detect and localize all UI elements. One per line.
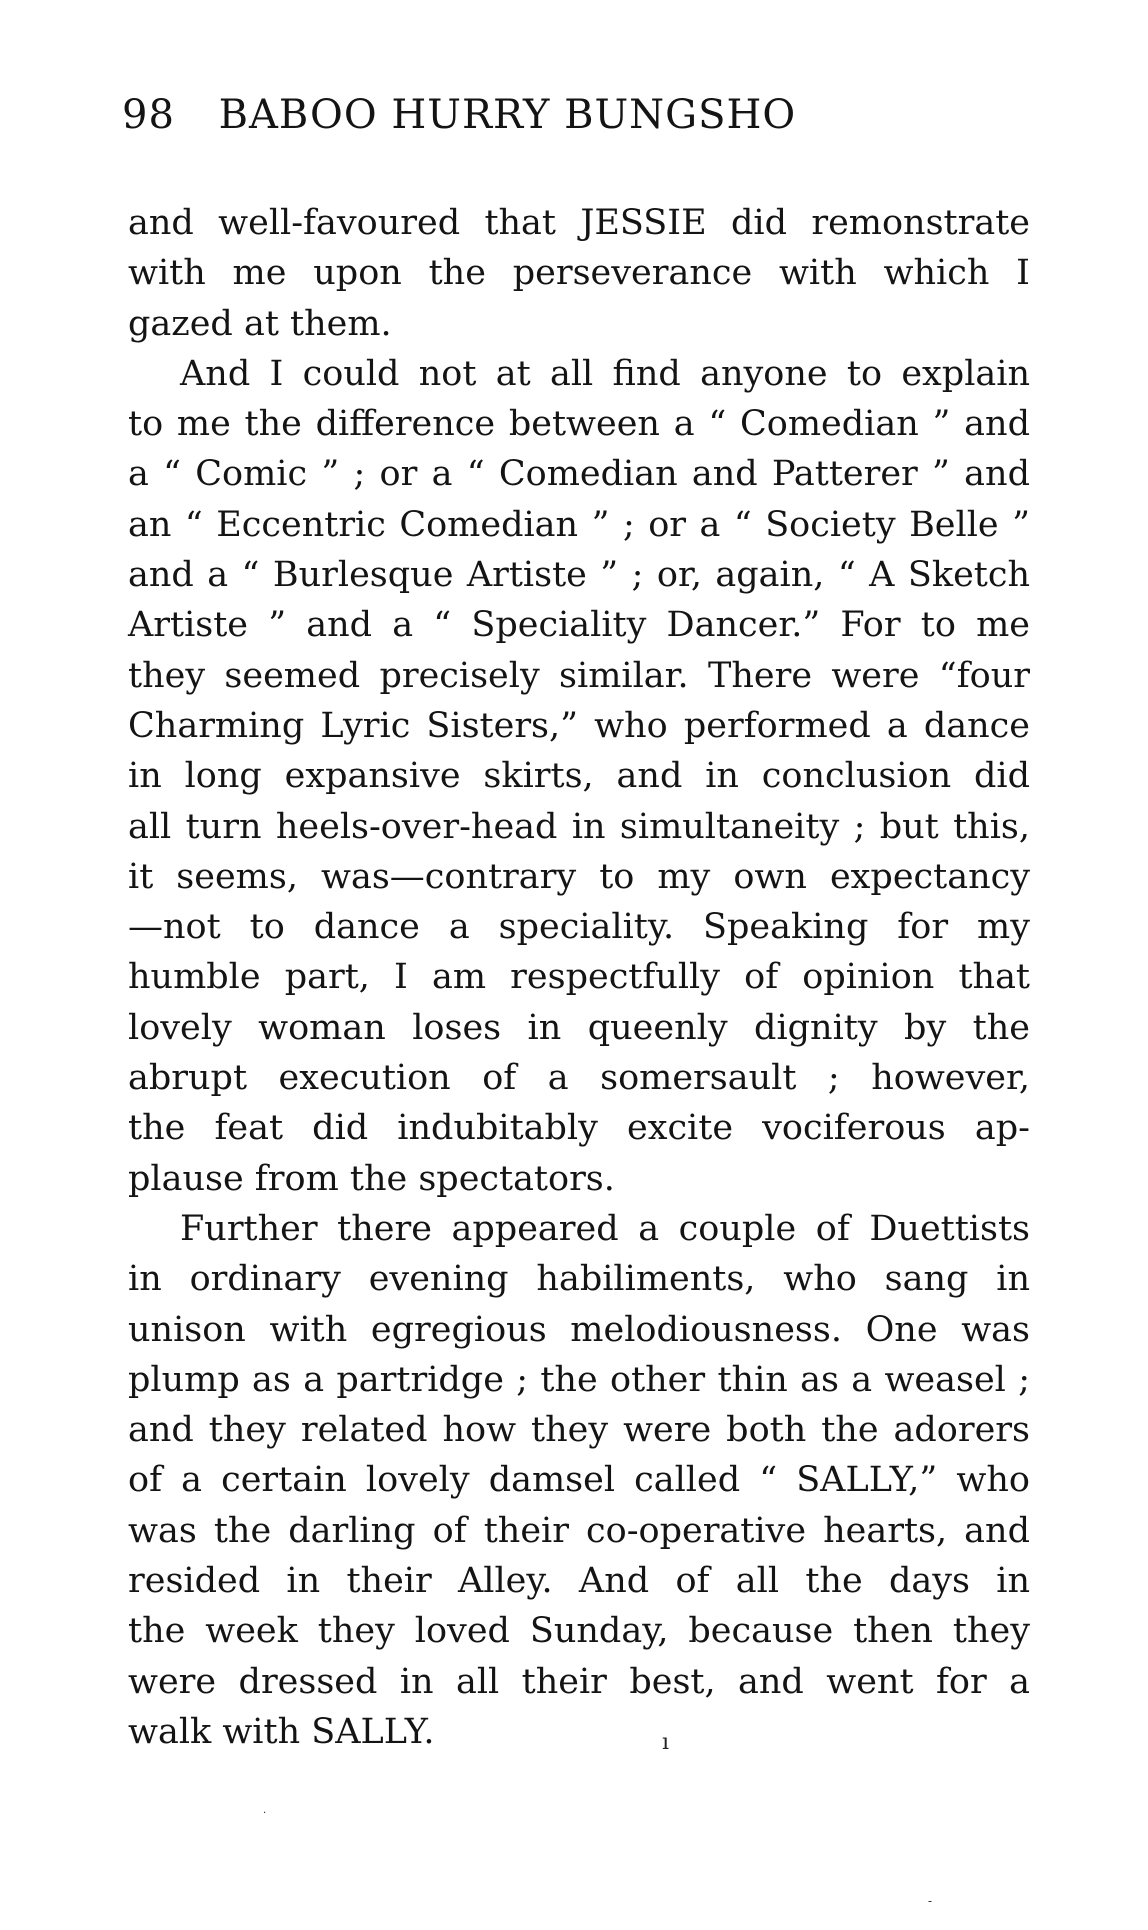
text-line: abrupt execution of a somersault ; however, — [128, 1058, 1030, 1099]
text-line: and they related how they were both the adorers — [128, 1410, 1030, 1451]
text-line: of a certain lovely damsel called “ SALLY,” who — [128, 1460, 1030, 1501]
text-line: all turn heels-over-head in simultaneity ; but this, — [128, 806, 1030, 847]
text-line: they seemed precisely similar. There were “four — [128, 655, 1030, 696]
text-line: plause from the spectators. — [128, 1158, 615, 1199]
paragraph-first-line: Further there appeared a couple of Duettists — [180, 1208, 1030, 1249]
text-line: unison with egregious melodiousness. One was — [128, 1309, 1030, 1350]
text-line: were dressed in all their best, and went for a — [128, 1661, 1030, 1702]
text-line: Charming Lyric Sisters,” who performed a dance — [128, 705, 1030, 746]
text-line: with me upon the perseverance with which I — [128, 253, 1030, 294]
text-line: Artiste ” and a “ Speciality Dancer.” For to me — [128, 605, 1030, 646]
text-line: lovely woman loses in queenly dignity by the — [128, 1007, 1030, 1048]
text-line: a “ Comic ” ; or a “ Comedian and Patterer ” and — [128, 454, 1030, 495]
text-line: was the darling of their co-operative hearts, and — [128, 1510, 1030, 1551]
text-line: and a “ Burlesque Artiste ” ; or, again, “ A Sketch — [128, 555, 1030, 596]
text-line: and well-favoured that JESSIE did remonstrate — [128, 203, 1030, 243]
text-line: gazed at them. — [128, 303, 392, 344]
text-line: humble part, I am respectfully of opinion that — [128, 957, 1030, 998]
text-line: resided in their Alley. And of all the days in — [128, 1561, 1030, 1602]
body-text — [128, 198, 1030, 1757]
paragraph-first-line: And I could not at all find anyone to explain — [180, 353, 1030, 394]
text-line: an “ Eccentric Comedian ” ; or a “ Society Belle ” — [128, 504, 1030, 545]
page-header — [122, 92, 1002, 152]
text-line: in ordinary evening habiliments, who sang in — [128, 1259, 1030, 1300]
text-line: in long expansive skirts, and in conclusion did — [128, 756, 1030, 797]
text-line: —not to dance a speciality. Speaking for my — [128, 907, 1030, 948]
text-line: to me the difference between a “ Comedian ” and — [128, 404, 1030, 445]
text-line: it seems, was—contrary to my own expectancy — [128, 856, 1030, 897]
stray-ink-mark: ı — [662, 1730, 670, 1755]
stray-ink-mark: - — [928, 1894, 933, 1908]
text-line: plump as a partridge ; the other thin as a weasel ; — [128, 1359, 1030, 1400]
text-line: walk with SALLY. — [128, 1711, 435, 1752]
text-line: the week they loved Sunday, because then they — [128, 1611, 1030, 1652]
running-title: BABOO HURRY BUNGSHO — [218, 92, 797, 138]
stray-ink-mark: · — [263, 1808, 267, 1819]
page-number: 98 — [122, 92, 175, 138]
text-line: the feat did indubitably excite vociferous ap- — [128, 1108, 1030, 1149]
